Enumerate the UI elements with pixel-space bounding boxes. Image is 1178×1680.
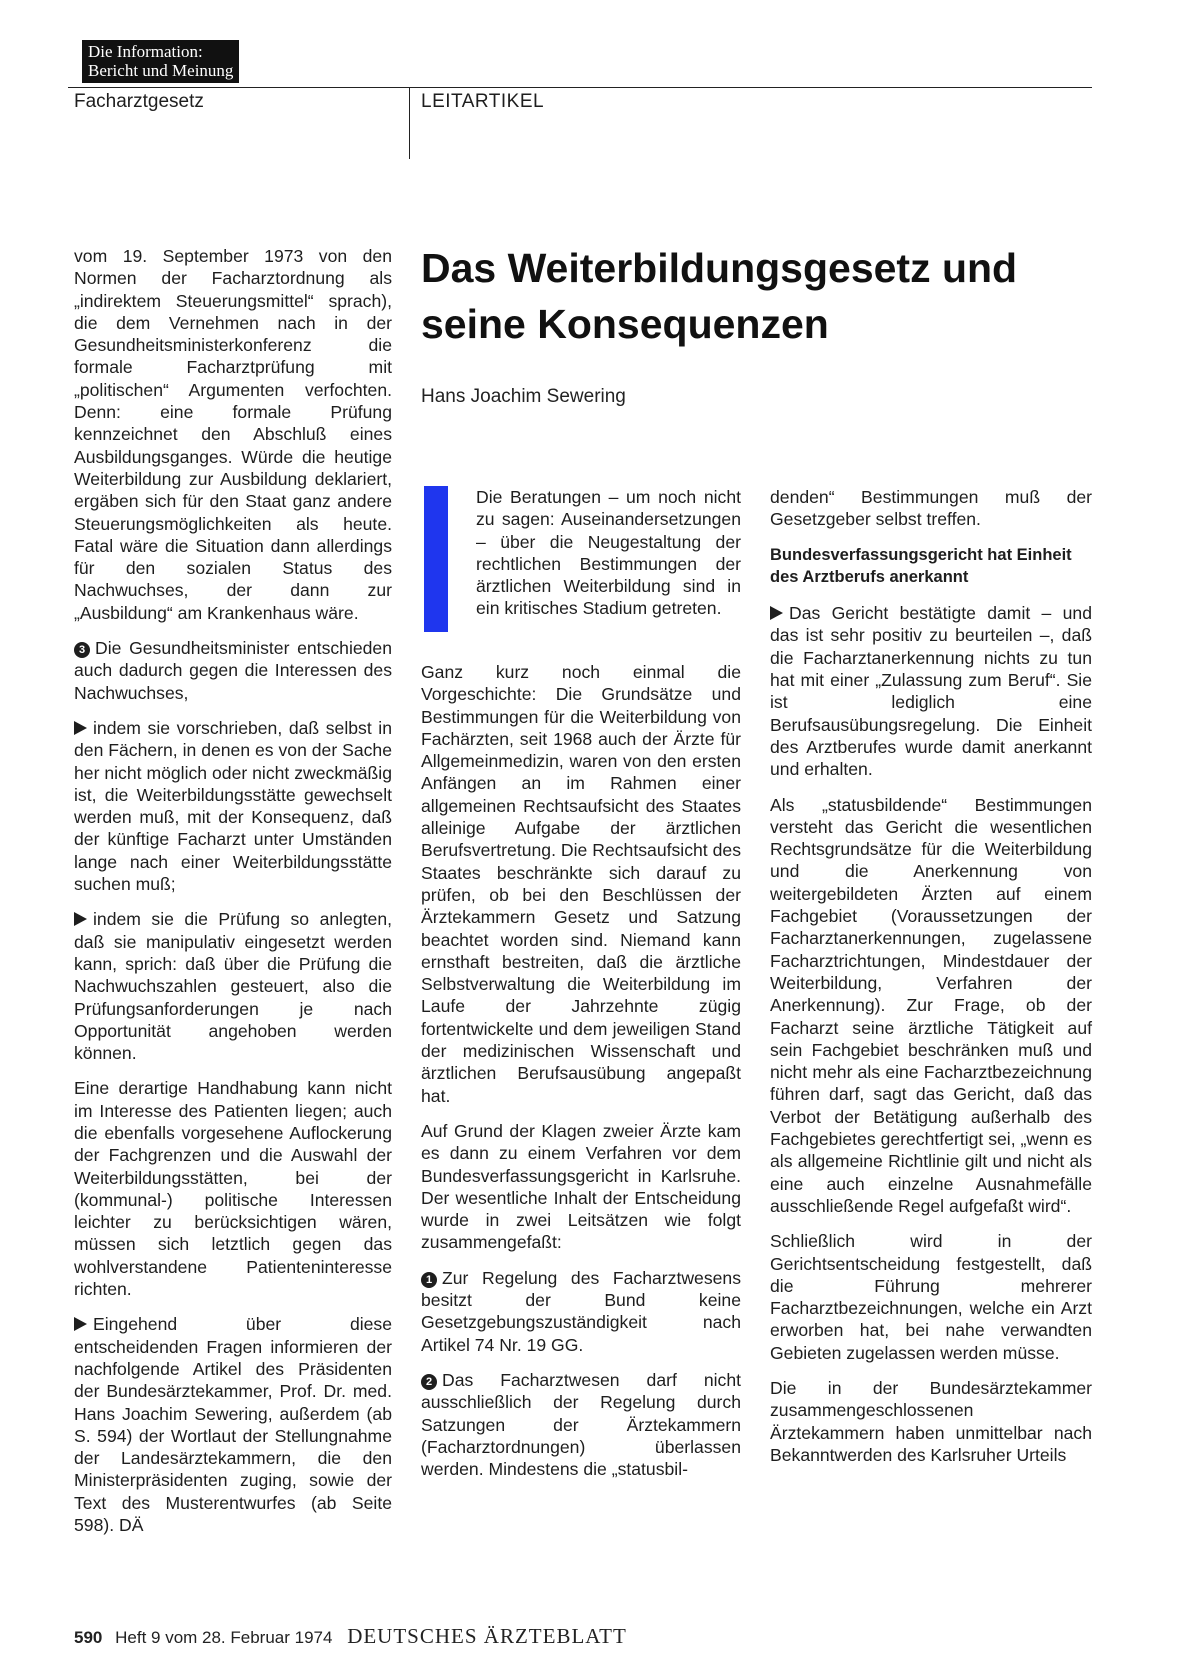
paragraph: Ganz kurz noch einmal die Vorgeschichte: Die Grundsätze und Bestimmungen für die Weiterbildung von Fachärzten, seit 1968 auch der Ärzte für Allgemeinmedizin, waren von den ersten Anfängen an im Rahmen einer allgemeinen Rechtsaufsicht des Staates alleinige Aufgabe der ärztlichen Berufsvertretung. Die Rechtsaufsicht des Staates beschränkte sich darauf zu prüfen, ob bei den Beschlüssen der Ärztekammern Gesetz und Satzung beachtet worden sind. Niemand kann ernsthaft bestreiten, daß die ärztliche Selbstverwaltung die Weiterbildung im Laufe der Jahrzehnte zügig fortentwickelte und dem jeweiligen Stand der medizinischen Wissenschaft und ärztlichen Berufsausübung angepaßt hat. xyxy=(421,662,741,1106)
header-rule xyxy=(68,87,1092,88)
article-author: Hans Joachim Sewering xyxy=(421,386,626,407)
triangle-bullet-icon xyxy=(74,1317,87,1331)
topic-label: Facharztgesetz xyxy=(74,91,204,112)
lead-text: Die Beratungen – um noch nicht zu sagen: Auseinandersetzungen – über die Neugestaltung der rechtlichen Bestimmungen der ärztlichen Weiterbildung sind in ein kritisches Stadium getreten. xyxy=(476,487,741,619)
paragraph-text: Das Gericht bestätigte damit – und das ist sehr positiv zu beurteilen –, daß die Facharztanerkennung nichts zu tun hat mit einer „Zulassung zum Beruf“. Sie ist lediglich eine Berufsausübungsregelung. Die Einheit des Arztberufes wurde damit anerkannt und erhalten. xyxy=(770,603,1092,780)
paragraph-text: indem sie die Prüfung so anlegten, daß sie manipulativ eingesetzt werden kann, sprich: daß über die Prüfung die Nachwuchszahlen gesteuert, also die Prüfungsanforderungen je nach Opportunität angehoben werden können. xyxy=(74,909,392,1064)
rubric-label: LEITARTIKEL xyxy=(421,91,545,112)
lead-paragraph xyxy=(476,486,741,620)
paragraph-text: Das Facharztwesen darf nicht ausschließlich der Regelung durch Satzungen der Ärztekammern (Facharztordnungen) überlassen werden. Mindestens die „statusbil- xyxy=(421,1369,741,1480)
number-bullet-icon: 3 xyxy=(74,642,90,658)
page-number: 590 xyxy=(74,1628,103,1647)
bullet-paragraph xyxy=(74,908,392,1064)
article-title: Das Weiterbildungsgesetz und seine Konsequenzen xyxy=(421,245,1018,347)
numbered-paragraph xyxy=(74,637,392,704)
issue-info: Heft 9 vom 28. Februar 1974 xyxy=(115,1628,333,1647)
bullet-paragraph xyxy=(74,1313,392,1536)
column-right xyxy=(770,486,1092,1479)
paragraph-text: indem sie vorschrieben, daß selbst in den Fächern, in denen es von der Sache her nicht möglich oder nicht zweckmäßig ist, die Weiterbildungsstätte gewechselt werden muß, mit der Konsequenz, daß der künftige Facharzt unter Umständen lange nach einer Weiterbildungsstätte suchen muß; xyxy=(74,717,392,895)
magazine-name: DEUTSCHES ÄRZTEBLATT xyxy=(347,1624,627,1648)
accent-bar xyxy=(424,486,448,632)
bullet-paragraph xyxy=(770,602,1092,780)
section-badge xyxy=(82,40,239,83)
number-bullet-icon: 1 xyxy=(421,1272,437,1288)
triangle-bullet-icon xyxy=(770,606,783,620)
column-divider xyxy=(409,87,410,159)
paragraph: Als „statusbildende“ Bestimmungen versteht das Gericht die wesentlichen Rechtsgrundsätze für die Weiterbildung und die Anerkennung von weitergebildeten Ärzten auf einem Fachgebiet (Voraussetzungen der Facharztanerkennungen, zugelassene Facharztrichtungen, Mindestdauer der Weiterbildung, Verfahren der Anerkennung). Zur Frage, ob der Facharzt seine ärztliche Tätigkeit auf sein Fachgebiet beschränken muß und nicht mehr als eine Facharztbezeichnung führen darf, sagt das Gericht, daß das Verbot der Betätigung außerhalb des Fachgebietes gerechtfertigt sei, „wenn es als allgemeine Richtlinie gilt und nicht als eine auch einzelne Ausnahmefälle ausschließende Regel aufgefaßt wird“. xyxy=(770,794,1092,1216)
paragraph: Schließlich wird in der Gerichtsentscheidung festgestellt, daß die Führung mehrerer Facharztbezeichnungen, welche ein Arzt erworben hat, bei nahe verwandten Gebieten zugelassen werden müsse. xyxy=(770,1231,1092,1363)
bullet-paragraph xyxy=(74,717,392,895)
paragraph: vom 19. September 1973 von den Normen der Facharztordnung als „indirektem Steuerungsmittel“ sprach), die dem Vernehmen nach in der Gesundheitsministerkonferenz die formale Facharztprüfung mit „politischen“ Argumenten verfochten. Denn: eine formale Prüfung kennzeichnet den Abschluß eines Ausbildungsganges. Würde die heutige Weiterbildung zur Ausbildung deklariert, ergäben sich für den Staat ganz andere Steuerungsmöglichkeiten als heute. Fatal wäre die Situation dann allerdings für den sozialen Status des Nachwuchses, der dann zur „Ausbildung“ am Krankenhaus wäre. xyxy=(74,246,392,623)
paragraph: Auf Grund der Klagen zweier Ärzte kam es dann zu einem Verfahren vor dem Bundesverfassungsgericht in Karlsruhe. Der wesentliche Inhalt der Entscheidung wurde in zwei Leitsätzen wie folgt zusammengefaßt: xyxy=(421,1120,741,1253)
triangle-bullet-icon xyxy=(74,912,87,926)
paragraph: Eine derartige Handhabung kann nicht im Interesse des Patienten liegen; auch die ebenfalls vorgesehene Auflockerung der Fachgrenzen und die Auswahl der Weiterbildungsstätten, bei der (kommunal-) politische Interessen leichter zu berücksichtigen wären, müssen sich letztlich gegen das wohlverstandene Patienteninteresse richten. xyxy=(74,1078,392,1300)
paragraph-text: Die Gesundheitsminister entschieden auch dadurch gegen die Interessen des Nachwuchses, xyxy=(74,638,392,703)
paragraph-text: Zur Regelung des Facharztwesens besitzt der Bund keine Gesetzgebungszuständigkeit nach Artikel 74 Nr. 19 GG. xyxy=(421,1267,741,1355)
paragraph: denden“ Bestimmungen muß der Gesetzgeber selbst treffen. xyxy=(770,487,1092,530)
column-left xyxy=(74,245,392,1549)
column-middle xyxy=(421,661,741,1493)
triangle-bullet-icon xyxy=(74,721,87,735)
page-footer xyxy=(74,1624,627,1649)
paragraph-text: Eingehend über diese entscheidenden Fragen informieren der nachfolgende Artikel des Präsidenten der Bundesärztekammer, Prof. Dr. med. Hans Joachim Sewering, außerdem (ab S. 594) der Wortlaut der Stellungnahme der Landesärztekammern, die den Ministerpräsidenten zuging, sowie der Text des Musterentwurfes (ab Seite 598). DÄ xyxy=(74,1314,392,1536)
subheading: Bundesverfassungsgericht hat Einheit des Arztberufs anerkannt xyxy=(770,545,1072,586)
number-bullet-icon: 2 xyxy=(421,1374,437,1390)
paragraph: Die in der Bundesärztekammer zusammengeschlossenen Ärztekammern haben unmittelbar nach Bekanntwerden des Karlsruher Urteils xyxy=(770,1377,1092,1465)
badge-line-2: Bericht und Meinung xyxy=(88,61,234,80)
numbered-paragraph xyxy=(421,1267,741,1356)
badge-line-1: Die Information: xyxy=(88,42,203,61)
numbered-paragraph xyxy=(421,1369,741,1480)
